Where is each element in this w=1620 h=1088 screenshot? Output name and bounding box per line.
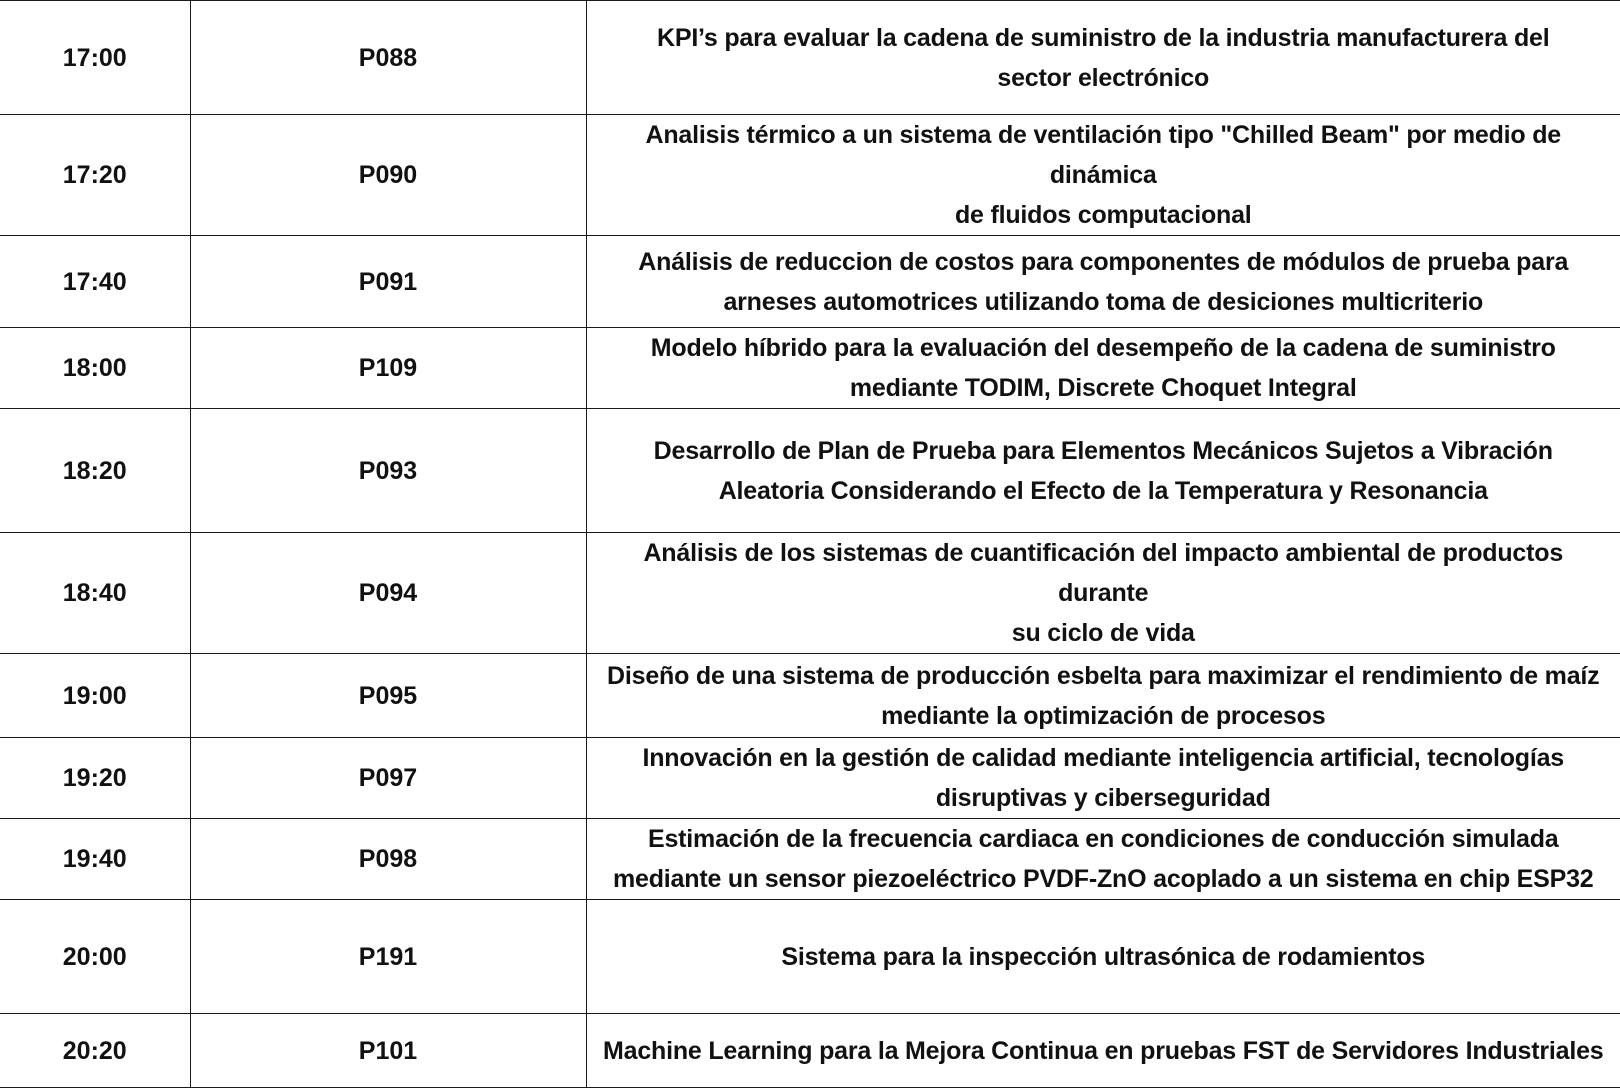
paper-code-cell: P094	[190, 533, 586, 654]
paper-code-cell: P097	[190, 738, 586, 819]
time-cell: 19:00	[0, 654, 190, 738]
paper-title-cell: Innovación en la gestión de calidad mediante inteligencia artificial, tecnologías disruptivas y ciberseguridad	[586, 738, 1620, 819]
time-cell: 17:40	[0, 236, 190, 328]
table-row	[0, 1, 1620, 115]
table-row	[0, 1014, 1620, 1088]
paper-title-cell: Sistema para la inspección ultrasónica de rodamientos	[586, 900, 1620, 1014]
table-row	[0, 900, 1620, 1014]
time-cell: 20:20	[0, 1014, 190, 1088]
time-cell: 18:20	[0, 409, 190, 533]
paper-code-cell: P095	[190, 654, 586, 738]
paper-title-cell: Machine Learning para la Mejora Continua en pruebas FST de Servidores Industriales	[586, 1014, 1620, 1088]
paper-title-cell: Diseño de una sistema de producción esbelta para maximizar el rendimiento de maíz mediante la optimización de procesos	[586, 654, 1620, 738]
table-row	[0, 654, 1620, 738]
time-cell: 17:20	[0, 115, 190, 236]
table-row	[0, 738, 1620, 819]
paper-title-cell: Modelo híbrido para la evaluación del desempeño de la cadena de suministro mediante TODIM, Discrete Choquet Integral	[586, 328, 1620, 409]
paper-title-cell: Desarrollo de Plan de Prueba para Elementos Mecánicos Sujetos a Vibración Aleatoria Considerando el Efecto de la Temperatura y Resonancia	[586, 409, 1620, 533]
time-cell: 18:00	[0, 328, 190, 409]
time-cell: 19:20	[0, 738, 190, 819]
time-cell: 19:40	[0, 819, 190, 900]
table-row	[0, 115, 1620, 236]
paper-title-cell: KPI’s para evaluar la cadena de suministro de la industria manufacturera del sector electrónico	[586, 1, 1620, 115]
paper-code-cell: P091	[190, 236, 586, 328]
paper-title-cell: Analisis térmico a un sistema de ventilación tipo "Chilled Beam" por medio de dinámica de fluidos computacional	[586, 115, 1620, 236]
paper-title-cell: Análisis de reduccion de costos para componentes de módulos de prueba para arneses automotrices utilizando toma de desiciones multicriterio	[586, 236, 1620, 328]
paper-code-cell: P090	[190, 115, 586, 236]
paper-code-cell: P088	[190, 1, 586, 115]
table-row	[0, 236, 1620, 328]
time-cell: 18:40	[0, 533, 190, 654]
time-cell: 20:00	[0, 900, 190, 1014]
paper-code-cell: P098	[190, 819, 586, 900]
paper-code-cell: P191	[190, 900, 586, 1014]
table-row	[0, 819, 1620, 900]
table-row	[0, 533, 1620, 654]
paper-title-cell: Análisis de los sistemas de cuantificación del impacto ambiental de productos durante su ciclo de vida	[586, 533, 1620, 654]
paper-title-cell: Estimación de la frecuencia cardiaca en condiciones de conducción simulada mediante un sensor piezoeléctrico PVDF-ZnO acoplado a un sistema en chip ESP32	[586, 819, 1620, 900]
paper-code-cell: P101	[190, 1014, 586, 1088]
time-cell: 17:00	[0, 1, 190, 115]
paper-code-cell: P093	[190, 409, 586, 533]
paper-code-cell: P109	[190, 328, 586, 409]
table-row	[0, 409, 1620, 533]
table-row	[0, 328, 1620, 409]
